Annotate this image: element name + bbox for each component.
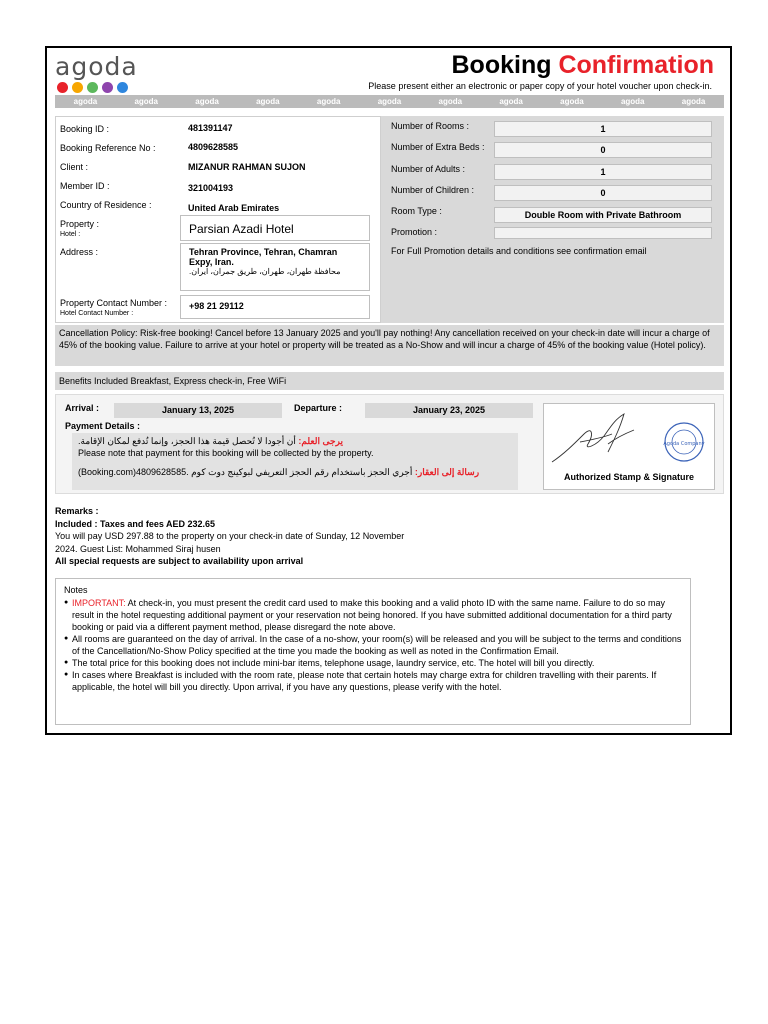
booking-id-value: 481391147: [188, 123, 233, 133]
cancellation-policy: Cancellation Policy: Risk-free booking! Cancel before 13 January 2025 and you'll pay nothing! Any cancellation received on your check-in date will incur a charge of 45% of the booking value. Failure to arrive at your hotel or property will be treated as a No-Show and will incur a charge of 45% of the booking value (Hotel policy).: [55, 325, 724, 366]
property-name: Parsian Azadi Hotel: [189, 222, 294, 236]
booking-info-panel: [55, 116, 381, 323]
contact-label-text: Property Contact Number :: [60, 298, 168, 308]
contact-label: [60, 298, 167, 317]
note-item: [64, 657, 682, 669]
remarks-section: [55, 505, 455, 568]
booking-id-label: Booking ID :: [60, 124, 110, 134]
remarks-special: All special requests are subject to availability upon arrival: [55, 556, 304, 566]
logo-dot-purple: [102, 82, 113, 93]
client-label: Client :: [60, 162, 89, 172]
member-id-label: Member ID :: [60, 181, 110, 191]
contact-value: +98 21 29112: [189, 301, 244, 311]
benefits-bar: Benefits Included Breakfast, Express check-in, Free WiFi: [55, 372, 724, 390]
strip-item: agoda: [316, 97, 341, 106]
logo-dot-blue: [117, 82, 128, 93]
strip-item: agoda: [377, 97, 402, 106]
note-text: At check-in, you must present the credit card used to make this booking and a valid photo ID with the same name. Failure to do so may result in the hotel requesting additional payment or your reservation not being honored. If you have submitted additional documentation for a third party booking or paid via a different payment method, please disregard the note above.: [72, 598, 672, 632]
property-label-text: Property :: [60, 219, 100, 229]
strip-item: agoda: [560, 97, 584, 106]
remarks-pay-line2: 2024. Guest List: Mohammed Siraj husen: [55, 543, 221, 554]
payment-details-label: Payment Details :: [65, 421, 141, 431]
remarks-pay-line1: You will pay USD 297.88 to the property on your check-in date of Sunday, 12 November: [55, 531, 405, 541]
signature-stamp-graphic: [544, 404, 714, 470]
strip-item: agoda: [256, 97, 280, 106]
arabic-msg-text: أجري الحجز باستخدام رقم الحجز التعريفي لبوكينج دوت كوم: [191, 467, 413, 477]
title-confirmation: Confirmation: [558, 51, 714, 79]
adults-label: Number of Adults :: [391, 164, 466, 174]
title-booking: Booking: [451, 51, 552, 79]
important-label: IMPORTANT:: [72, 598, 126, 608]
note-item: [64, 669, 682, 693]
departure-date: January 23, 2025: [365, 403, 533, 418]
booking-ref-value: 4809628585: [188, 142, 239, 152]
brand-strip: [55, 95, 724, 108]
note-item: [64, 597, 682, 633]
strip-item: agoda: [195, 97, 219, 106]
arabic-notice-heading: يرجى العلم:: [298, 436, 343, 446]
address-arabic: محافظة طهران، طهران، طريق جمران، ايران.: [189, 267, 341, 276]
payment-details: [72, 433, 518, 490]
promotion-value: [494, 227, 712, 239]
rooms-label: Number of Rooms :: [391, 121, 470, 131]
strip-item: agoda: [681, 97, 706, 106]
booking-ref-label: Booking Reference No :: [60, 143, 156, 153]
address-label: Address :: [60, 247, 99, 257]
strip-item: agoda: [73, 97, 98, 106]
property-box: [180, 215, 370, 241]
voucher-page: [45, 46, 732, 735]
notes-section: [55, 578, 691, 725]
arabic-msg-ref: (Booking.com)4809628585.: [78, 467, 189, 477]
room-type-value: Double Room with Private Bathroom: [494, 207, 712, 223]
strip-item: agoda: [499, 97, 523, 106]
logo-dot-red: [57, 82, 68, 93]
residence-label: Country of Residence :: [60, 200, 152, 210]
adults-value: 1: [494, 164, 712, 180]
page-title: [452, 51, 715, 80]
room-info-panel: [381, 116, 724, 323]
promotion-label: Promotion :: [391, 227, 438, 237]
arabic-notice-text: أن أجودا لا تُحصل قيمة هذا الحجز، وإنما تُدفع لمكان الإقامة.: [78, 436, 296, 446]
room-type-label: Room Type :: [391, 206, 442, 216]
stay-payment-section: [55, 394, 724, 494]
note-text: In cases where Breakfast is included with the room rate, please note that certain hotels may charge extra for children travelling with their parents. If applicable, the hotel will bill you directly. Upon arrival, if you have any questions, please verify with the hotel.: [72, 670, 657, 692]
strip-item: agoda: [438, 97, 463, 106]
agoda-logo: agoda: [55, 52, 138, 81]
logo-dot-orange: [72, 82, 83, 93]
rooms-value: 1: [494, 121, 712, 137]
departure-label: Departure :: [294, 403, 343, 413]
children-value: 0: [494, 185, 712, 201]
note-item: [64, 633, 682, 657]
voucher-instruction: Please present either an electronic or paper copy of your hotel voucher upon check-in.: [368, 81, 712, 91]
arabic-property-message: [78, 466, 512, 478]
extra-beds-value: 0: [494, 142, 712, 158]
logo-dot-green: [87, 82, 98, 93]
promotion-note: For Full Promotion details and conditions see confirmation email: [391, 246, 647, 256]
property-sublabel: Hotel :: [60, 231, 81, 238]
stamp-caption: Authorized Stamp & Signature: [563, 472, 694, 482]
remarks-included: Included : Taxes and fees AED 232.65: [55, 518, 216, 529]
address-box: [180, 243, 370, 291]
remarks-title: Remarks :: [55, 506, 99, 516]
member-id-value: 321004193: [188, 183, 234, 193]
arrival-date: January 13, 2025: [114, 403, 282, 418]
contact-box: [180, 295, 370, 319]
arabic-payment-notice: [78, 435, 512, 447]
children-label: Number of Children :: [391, 185, 475, 195]
arabic-msg-heading: رسالة إلى العقار:: [414, 467, 480, 477]
logo-dots: [57, 82, 128, 93]
contact-sublabel: Hotel Contact Number :: [60, 310, 134, 317]
note-text: The total price for this booking does not include mini-bar items, telephone usage, laundry service, etc. The hotel will bill you directly.: [72, 658, 595, 668]
address-line-2: Expy, Iran.: [189, 257, 234, 267]
extra-beds-label: Number of Extra Beds :: [391, 142, 485, 152]
payment-note: Please note that payment for this booking will be collected by the property.: [78, 448, 374, 458]
notes-title: Notes: [64, 585, 88, 595]
arrival-label: Arrival :: [65, 403, 100, 413]
residence-value: United Arab Emirates: [188, 203, 280, 213]
strip-item: agoda: [134, 97, 158, 106]
note-text: All rooms are guaranteed on the day of arrival. In the case of a no-show, your room(s) will be released and you will be subject to the terms and conditions of the Cancellation/No-Show Policy specified at the time you made the booking as well as noted in the Confirmation Email.: [72, 634, 682, 656]
strip-item: agoda: [620, 97, 645, 106]
property-label: [60, 219, 99, 238]
client-value: MIZANUR RAHMAN SUJON: [188, 162, 306, 172]
stamp-text: Agoda Company: [663, 441, 705, 447]
stamp-signature-box: [543, 403, 715, 490]
address-line-1: Tehran Province, Tehran, Chamran: [189, 247, 338, 257]
